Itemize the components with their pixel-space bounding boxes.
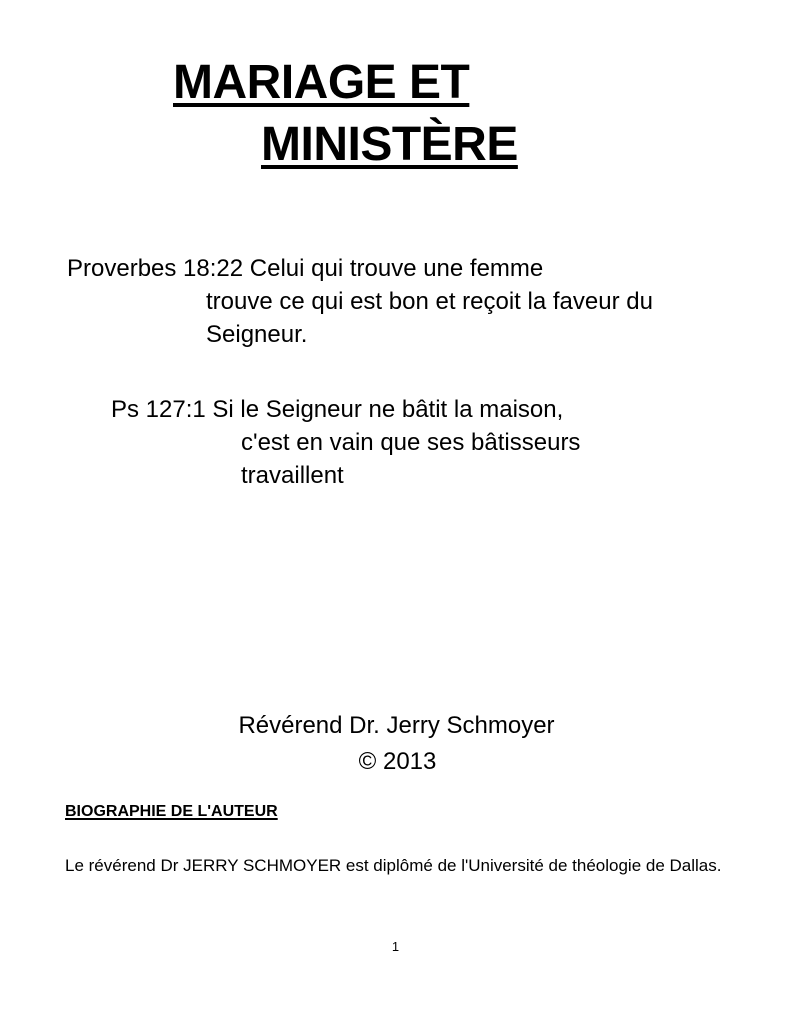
title-line-1: MARIAGE ET [173, 56, 470, 109]
verse-psalm [111, 393, 581, 489]
bio-heading: BIOGRAPHIE DE L'AUTEUR [65, 803, 278, 820]
author-name: Révérend Dr. Jerry Schmoyer [238, 712, 555, 739]
verse-psalm-line-1: Ps 127:1 Si le Seigneur ne bâtit la maison, [111, 396, 564, 423]
page-number: 1 [391, 939, 400, 954]
verse-psalm-line-2: c'est en vain que ses bâtisseurs [241, 429, 581, 456]
copyright-notice: © 2013 [358, 748, 437, 775]
verse-proverbs-line-1: Proverbes 18:22 Celui qui trouve une femme [67, 255, 544, 282]
bio-text: Le révérend Dr JERRY SCHMOYER est diplômé de l'Université de théologie de Dallas. [65, 856, 722, 875]
verse-psalm-line-3: travaillent [241, 462, 344, 489]
verse-proverbs-line-2: trouve ce qui est bon et reçoit la faveur du [206, 288, 653, 315]
verse-proverbs [67, 252, 653, 348]
verse-proverbs-line-3: Seigneur. [206, 321, 308, 348]
title-line-2: MINISTÈRE [261, 118, 518, 171]
